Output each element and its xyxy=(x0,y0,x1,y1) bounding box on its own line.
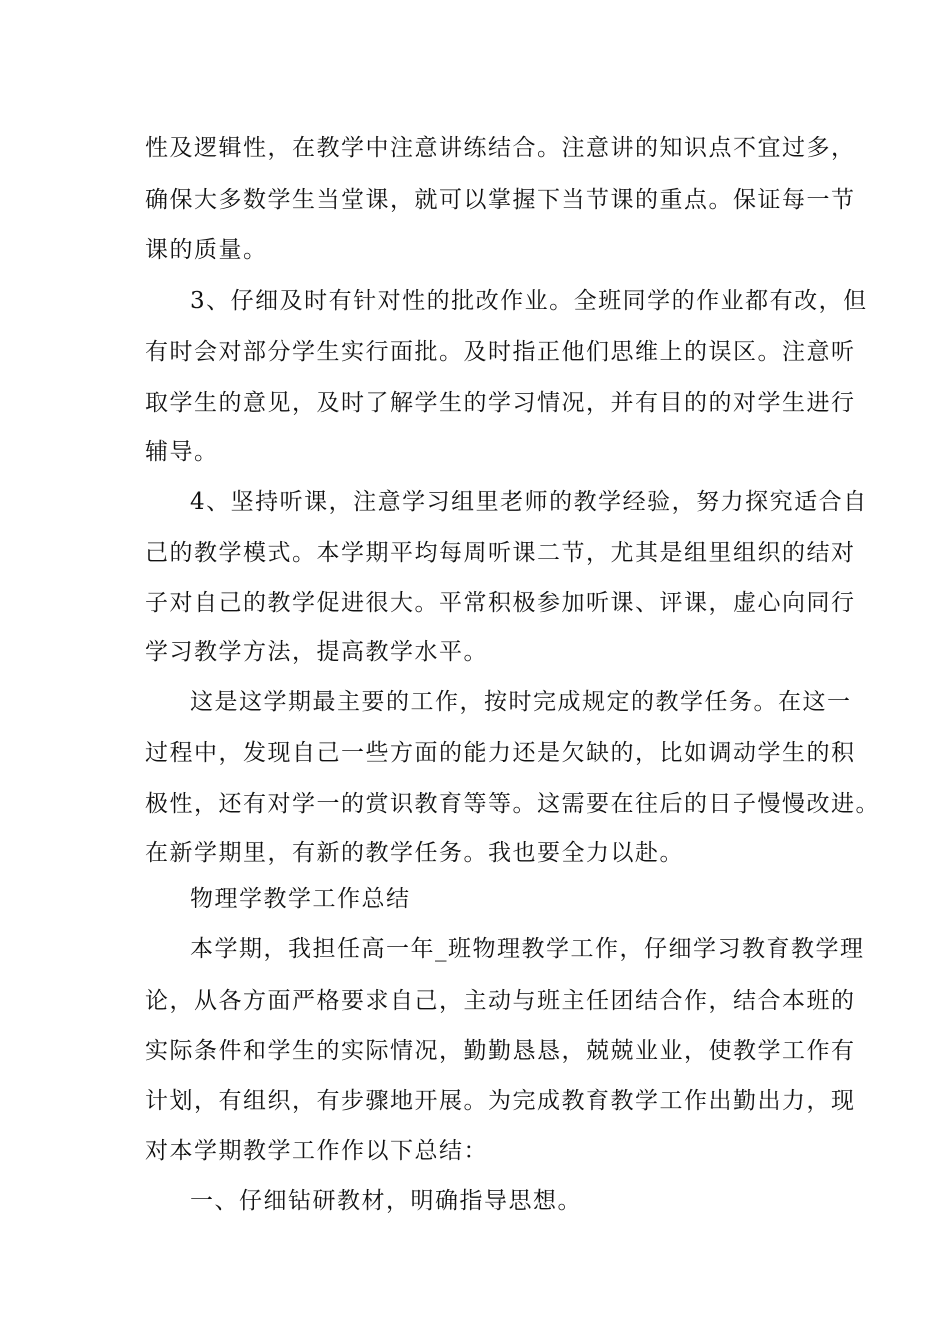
text-line: 在新学期里，有新的教学任务。我也要全力以赴。 xyxy=(145,840,684,866)
text-line: 过程中，发现自己一些方面的能力还是欠缺的，比如调动学生的积 xyxy=(145,740,856,766)
text-line: 有时会对部分学生实行面批。及时指正他们思维上的误区。注意听 xyxy=(145,339,856,365)
text-line: 本学期，我担任高一年_班物理教学工作，仔细学习教育教学理 xyxy=(190,936,865,962)
text-line: 对本学期教学工作作以下总结： xyxy=(145,1138,488,1164)
text-line: 子对自己的教学促进很大。平常积极参加听课、评课，虚心向同行 xyxy=(145,590,856,616)
text-line: 一、仔细钻研教材，明确指导思想。 xyxy=(190,1188,582,1214)
text-line: 3、仔细及时有针对性的批改作业。全班同学的作业都有改，但 xyxy=(190,288,868,314)
text-line: 取学生的意见，及时了解学生的学习情况，并有目的的对学生进行 xyxy=(145,390,856,416)
text-line: 辅导。 xyxy=(145,439,219,465)
text-line: 这是这学期最主要的工作，按时完成规定的教学任务。在这一 xyxy=(190,689,852,715)
section-title: 物理学教学工作总结 xyxy=(190,886,411,912)
text-line: 计划，有组织，有步骤地开展。为完成教育教学工作出勤出力，现 xyxy=(145,1088,856,1114)
text-line: 实际条件和学生的实际情况，勤勤恳恳，兢兢业业，使教学工作有 xyxy=(145,1038,856,1064)
text-line: 学习教学方法，提高教学水平。 xyxy=(145,639,488,665)
text-line: 4、坚持听课，注意学习组里老师的教学经验，努力探究适合自 xyxy=(190,489,868,515)
text-line: 极性，还有对学一的赏识教育等等。这需要在往后的日子慢慢改进。 xyxy=(145,791,880,817)
text-line: 己的教学模式。本学期平均每周听课二节，尤其是组里组织的结对 xyxy=(145,540,856,566)
text-line: 论，从各方面严格要求自己，主动与班主任团结合作，结合本班的 xyxy=(145,988,856,1014)
text-line: 确保大多数学生当堂课，就可以掌握下当节课的重点。保证每一节 xyxy=(145,187,856,213)
text-line: 性及逻辑性，在教学中注意讲练结合。注意讲的知识点不宜过多， xyxy=(145,135,856,161)
text-line: 课的质量。 xyxy=(145,237,268,263)
